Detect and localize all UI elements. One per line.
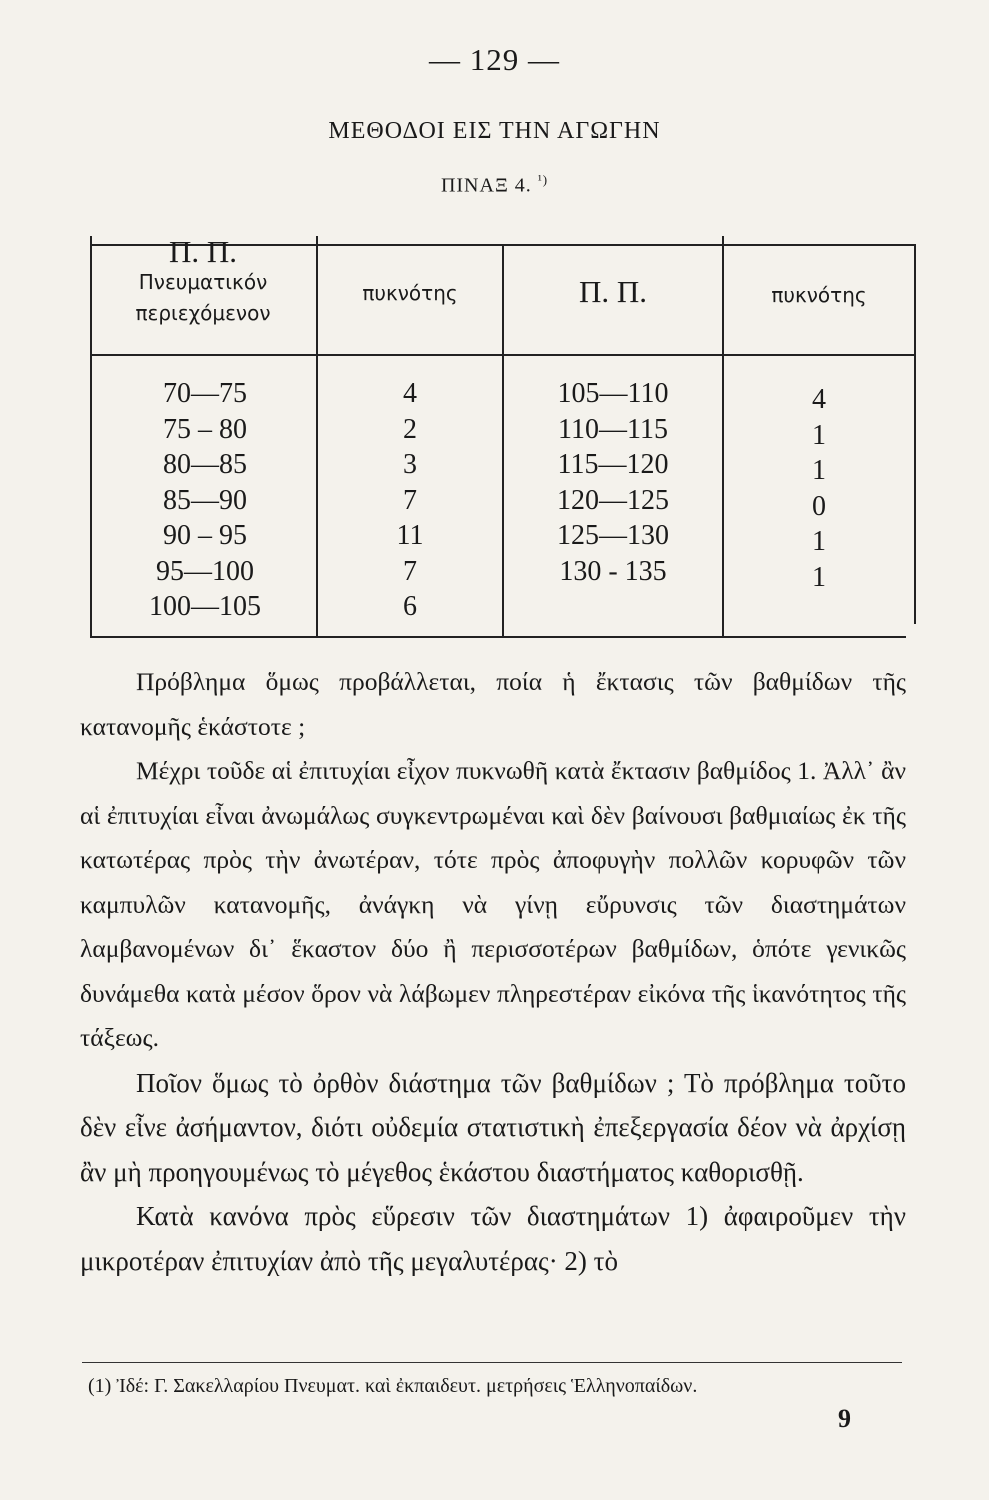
- footnote-rule: [82, 1362, 902, 1363]
- header-col2: πυκνότης: [362, 281, 458, 305]
- running-head: ΜΕΘΟΔΟΙ ΕΙΣ ΤΗΝ ΑΓΩΓΗΝ: [328, 118, 661, 144]
- col-right-ranges: [504, 376, 722, 589]
- header-col1-line1: Π. Π.: [168, 234, 238, 269]
- table-cell: 100—105: [149, 591, 261, 622]
- table-cell: 1: [812, 419, 826, 451]
- table-cell: 115—120: [557, 449, 669, 480]
- table-cell: 70—75: [163, 378, 247, 409]
- footnote: (1) Ἰδέ: Γ. Σακελλαρίου Πνευματ. καὶ ἐκπαιδευτ. μετρήσεις Ἑλληνοπαίδων.: [88, 1375, 698, 1397]
- table-cell: 4: [403, 378, 417, 409]
- header-col3: Π. Π.: [578, 274, 648, 309]
- table-cell: 7: [403, 555, 417, 587]
- paragraph-3: Ποῖον ὅμως τὸ ὀρθὸν διάστημα τῶν βαθμίδων ; Τὸ πρόβλημα τοῦτο δὲν εἶνε ἀσήμαντον, διότι οὐδεμία στατιστικὴ ἐπεξεργασία δέον νὰ ἀρχίσῃ ἂν μὴ προηγουμένως τὸ μέγεθος ἑκάστου διαστήματος καθορισθῇ.: [80, 1067, 906, 1187]
- col-left-freq: [318, 376, 502, 625]
- col-left-ranges: [100, 376, 310, 625]
- table-cell: 0: [812, 490, 826, 522]
- table-cell: 11: [396, 520, 424, 551]
- table-cell: 1: [812, 561, 826, 593]
- table-caption-text: ΠΙΝΑΞ 4.: [440, 174, 532, 197]
- header-col4: πυκνότης: [771, 283, 867, 307]
- signature-mark: 9: [838, 1404, 851, 1433]
- table-cell: 6: [403, 591, 417, 622]
- paragraph-4: Κατὰ κανόνα πρὸς εὕρεσιν τῶν διαστημάτων 1) ἀφαιροῦμεν τὴν μικροτέραν ἐπιτυχίαν ἀπὸ τῆς μεγαλυτέρας· 2) τὸ: [80, 1201, 906, 1276]
- table-cell: 4: [812, 384, 826, 415]
- table-cell: 1: [812, 455, 826, 486]
- table-cell: 125—130: [557, 520, 669, 551]
- header-col1: [90, 236, 316, 329]
- table-bottom-rule: [90, 636, 906, 638]
- table-cell: 95—100: [156, 555, 254, 587]
- table-cell: 7: [403, 484, 417, 516]
- table-cell: 75 – 80: [163, 413, 247, 445]
- table-cell: 80—85: [163, 449, 247, 480]
- table-cell: 85—90: [163, 484, 247, 516]
- table-cell: 1: [812, 526, 826, 557]
- paragraph-1: Πρόβλημα ὅμως προβάλλεται, ποία ἡ ἔκτασις τῶν βαθμίδων τῆς κατανομῆς ἑκάστοτε ;: [80, 667, 906, 741]
- table-cell: 105—110: [557, 378, 669, 409]
- table-cell: 3: [403, 449, 417, 480]
- table-caption: [0, 172, 989, 198]
- table-cell: 2: [403, 413, 417, 445]
- table-cell: 120—125: [557, 484, 669, 516]
- table-cell: 130 - 135: [559, 555, 667, 587]
- paragraph-2: Μέχρι τοῦδε αἱ ἐπιτυχίαι εἶχον πυκνωθῆ κατὰ ἔκτασιν βαθμίδος 1. Ἀλλ᾽ ἂν αἱ ἐπιτυχίαι εἶναι ἀνωμάλως συγκεντρωμέναι καὶ δὲν βαίνουσι βαθμιαίως ἐκ τῆς κατωτέρας πρὸς τὴν ἀνωτέραν, τότε πρὸς ἀποφυγὴν πολλῶν κορυφῶν τῶν καμπυλῶν κατανομῆς, ἀνάγκη νὰ γίνῃ εὔρυνσις τῶν διαστημάτων λαμβανομένων δι᾽ ἕκαστον δύο ἢ περισσοτέρων βαθμίδων, ὁπότε γενικῶς δυνάμεθα κατὰ μέσον ὅρον νὰ λάβωμεν πληρεστέραν εἰκόνα τῆς ἱκανότητος τῆς τάξεως.: [80, 756, 906, 1052]
- frequency-table: [90, 236, 916, 636]
- table-cell: 110—115: [558, 413, 668, 445]
- header-col1-line2: Πνευματικόν: [138, 270, 268, 294]
- table-cell: 90 – 95: [163, 520, 247, 551]
- table-right-rule: [914, 244, 916, 624]
- col-right-freq: [724, 382, 914, 595]
- page-number: — 129 —: [429, 42, 560, 77]
- header-col1-line3: περιεχόμενον: [135, 301, 271, 325]
- body-text: [80, 660, 906, 1283]
- table-caption-note: ¹): [537, 172, 549, 187]
